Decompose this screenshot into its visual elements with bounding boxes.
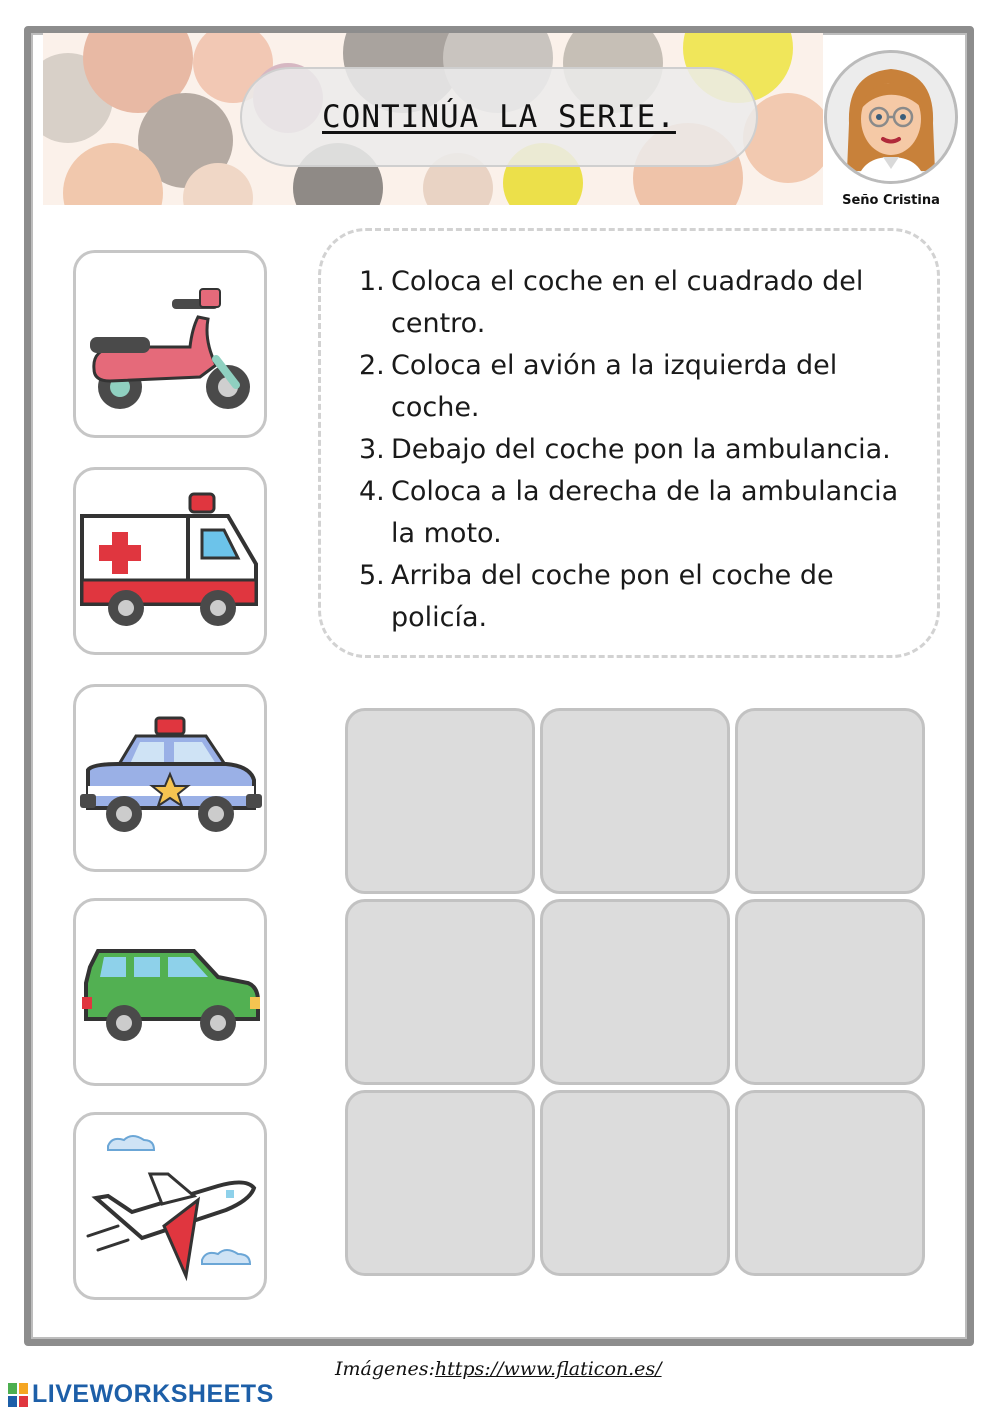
drop-cell-top-left[interactable] [345,708,535,894]
drop-cell-center[interactable] [540,899,730,1085]
drop-cell-top-center[interactable] [540,708,730,894]
police-car-card[interactable] [73,684,267,872]
drop-cell-bottom-center[interactable] [540,1090,730,1276]
car-icon [78,927,262,1057]
scooter-card[interactable] [73,250,267,438]
drop-cell-bottom-right[interactable] [735,1090,925,1276]
author-badge [822,50,960,210]
title-banner [240,67,758,167]
instruction-item: 5. Arriba del coche pon el coche de policía. [359,560,834,633]
drop-cell-middle-left[interactable] [345,899,535,1085]
flaticon-link[interactable]: https://www.flaticon.es/ [434,1358,662,1380]
brand-name: LIVEWORKSHEETS [32,1380,274,1408]
police-car-icon [78,708,262,848]
instructions-box [318,228,940,658]
drop-cell-top-right[interactable] [735,708,925,894]
ambulance-card[interactable] [73,467,267,655]
ambulance-icon [78,486,262,636]
airplane-card[interactable] [73,1112,267,1300]
scooter-icon [80,269,260,419]
instruction-item: 2. Coloca el avión a la izquierda del coche. [359,350,838,423]
image-credit: Imágenes:https://www.flaticon.es/ [335,1358,662,1380]
instruction-item: 4. Coloca a la derecha de la ambulancia la moto. [359,476,899,549]
avatar [824,50,958,184]
drop-cell-bottom-left[interactable] [345,1090,535,1276]
author-name: Seño Cristina [842,193,940,208]
drop-cell-middle-right[interactable] [735,899,925,1085]
liveworksheets-logo[interactable] [8,1380,274,1409]
page-title: CONTINÚA LA SERIE. [322,99,676,135]
liveworksheets-icon [8,1383,28,1407]
car-card[interactable] [73,898,267,1086]
airplane-icon [78,1126,262,1286]
instruction-item: 3. Debajo del coche pon la ambulancia. [359,434,891,465]
instruction-item: 1. Coloca el coche en el cuadrado del centro. [359,266,864,339]
